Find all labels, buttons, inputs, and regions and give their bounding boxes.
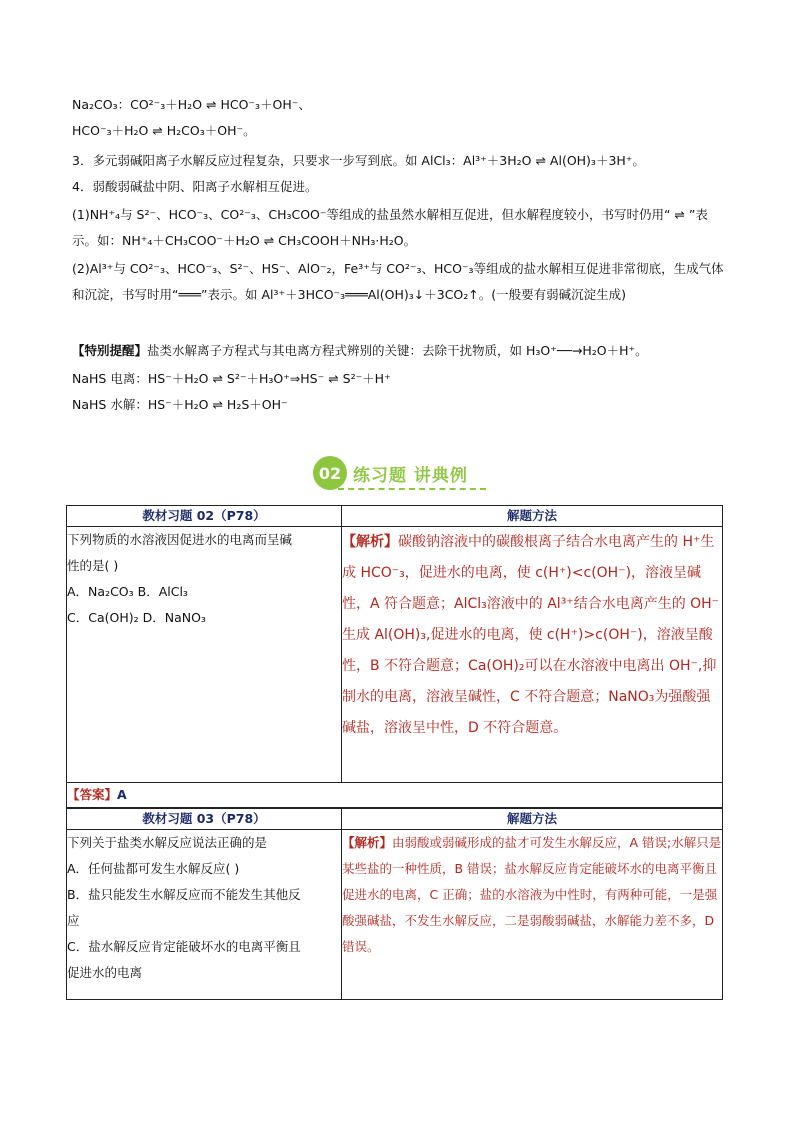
analysis-tag: 【解析】	[342, 835, 393, 850]
section-header	[313, 456, 468, 490]
analysis-text: 由弱酸或弱碱形成的盐才可发生水解反应，A 错误;水解只是某些盐的一种性质，B 错误；盐水解反应肯定能破坏水的电离平衡且促进水的电离，C 正确；盐的水溶液为中性时，有两种可能，一是强酸强碱盐，不发生水解反应，二是弱酸弱碱盐，水解能力差不多，D 错误。	[342, 835, 722, 954]
answer-tag: 【答案】	[67, 787, 118, 802]
question-option-a: A．任何盐都可发生水解反应( )	[67, 861, 240, 876]
question-stem-line: 性的是( )	[67, 558, 119, 573]
question-options-cd: C．Ca(OH)₂ D．NaNO₃	[67, 610, 206, 625]
rule-3-line: 3．多元弱碱阳离子水解反应过程复杂，只要求一步写到底。如 AlCl₃：Al³⁺＋3H₂O ⇌ Al(OH)₃＋3H⁺。	[72, 153, 645, 168]
exercise-02-method-header: 解题方法	[342, 506, 723, 527]
rule-4-paragraph-2: (2)Al³⁺与 CO²⁻₃、HCO⁻₃、S²⁻、HS⁻、AlO⁻₂，Fe³⁺与 CO²⁻₃、HCO⁻₃等组成的盐水解相互促进非常彻底，生成气体和沉淀，书写时用“═══”表示。如 Al³⁺＋3HCO⁻₃═══Al(OH)₃↓＋3CO₂↑。(一般要有弱碱沉淀生成)	[72, 261, 724, 302]
question-stem-line: 下列关于盐类水解反应说法正确的是	[67, 835, 268, 850]
exercise-02-question	[67, 527, 342, 783]
special-tip-line	[72, 338, 732, 364]
question-options-ab: A．Na₂CO₃ B．AlCl₃	[67, 584, 188, 599]
nahs-hydrolysis-line: NaHS 水解：HS⁻＋H₂O ⇌ H₂S＋OH⁻	[72, 397, 288, 412]
exercise-03-method-header: 解题方法	[342, 809, 723, 830]
nahs-ionization-line: NaHS 电离：HS⁻＋H₂O ⇌ S²⁻＋H₃O⁺⇒HS⁻ ⇌ S²⁻＋H⁺	[72, 371, 391, 386]
exercise-03-header: 教材习题 03（P78）	[67, 809, 342, 830]
answer-value: A	[117, 787, 127, 802]
analysis-tag: 【解析】	[342, 534, 398, 550]
exercise-03-analysis	[342, 830, 723, 1000]
section-underline	[338, 488, 486, 490]
section-number-badge: 02	[313, 456, 347, 490]
special-tip-text: 盐类水解离子方程式与其电离方程式辨别的关键：去除干扰物质，如 H₃O⁺──→H₂O＋H⁺。	[147, 343, 648, 358]
exercise-03-question	[67, 830, 342, 1000]
rule-4-line: 4．弱酸弱碱盐中阴、阳离子水解相互促进。	[72, 179, 318, 194]
exercise-02-table	[66, 505, 723, 808]
question-option-b-cont: 应	[67, 913, 80, 928]
rule-4-paragraph-1: (1)NH⁺₄与 S²⁻、HCO⁻₃、CO²⁻₃、CH₃COO⁻等组成的盐虽然水解相互促进，但水解程度较小，书写时仍用“ ⇌ ”表示。如：NH⁺₄＋CH₃COO⁻＋H₂O ⇌ CH₃COOH＋NH₃·H₂O。	[72, 207, 708, 248]
question-stem-line: 下列物质的水溶液因促进水的电离而呈碱	[67, 532, 293, 547]
question-option-c-cont: 促进水的电离	[67, 965, 143, 980]
special-tip-label: 【特别提醒】	[72, 343, 148, 358]
section-title: 练习题 讲典例	[353, 465, 468, 486]
question-option-c: C．盐水解反应肯定能破坏水的电离平衡且	[67, 939, 301, 954]
hco3-equation-line: HCO⁻₃＋H₂O ⇌ H₂CO₃＋OH⁻。	[72, 123, 256, 138]
exercise-02-header: 教材习题 02（P78）	[67, 506, 342, 527]
exercise-02-analysis	[342, 527, 723, 783]
analysis-text: 碳酸钠溶液中的碳酸根离子结合水电离产生的 H⁺生成 HCO⁻₃，促进水的电离，使 c(H⁺)<c(OH⁻)，溶液呈碱性，A 符合题意；AlCl₃溶液中的 Al³⁺结合水电离产生的 OH⁻生成 Al(OH)₃,促进水的电离，使 c(H⁺)>c(OH⁻)，溶液呈酸性，B 不符合题意；Ca(OH)₂可以在水溶液中电离出 OH⁻,抑制水的电离，溶液呈碱性，C 不符合题意；NaNO₃为强酸强碱盐，溶液呈中性，D 不符合题意。	[342, 534, 720, 736]
na2co3-equation-line: Na₂CO₃：CO²⁻₃＋H₂O ⇌ HCO⁻₃＋OH⁻、	[72, 97, 311, 112]
exercise-03-table	[66, 808, 723, 1000]
exercise-02-answer	[67, 783, 723, 808]
question-option-b: B．盐只能发生水解反应而不能发生其他反	[67, 887, 301, 902]
